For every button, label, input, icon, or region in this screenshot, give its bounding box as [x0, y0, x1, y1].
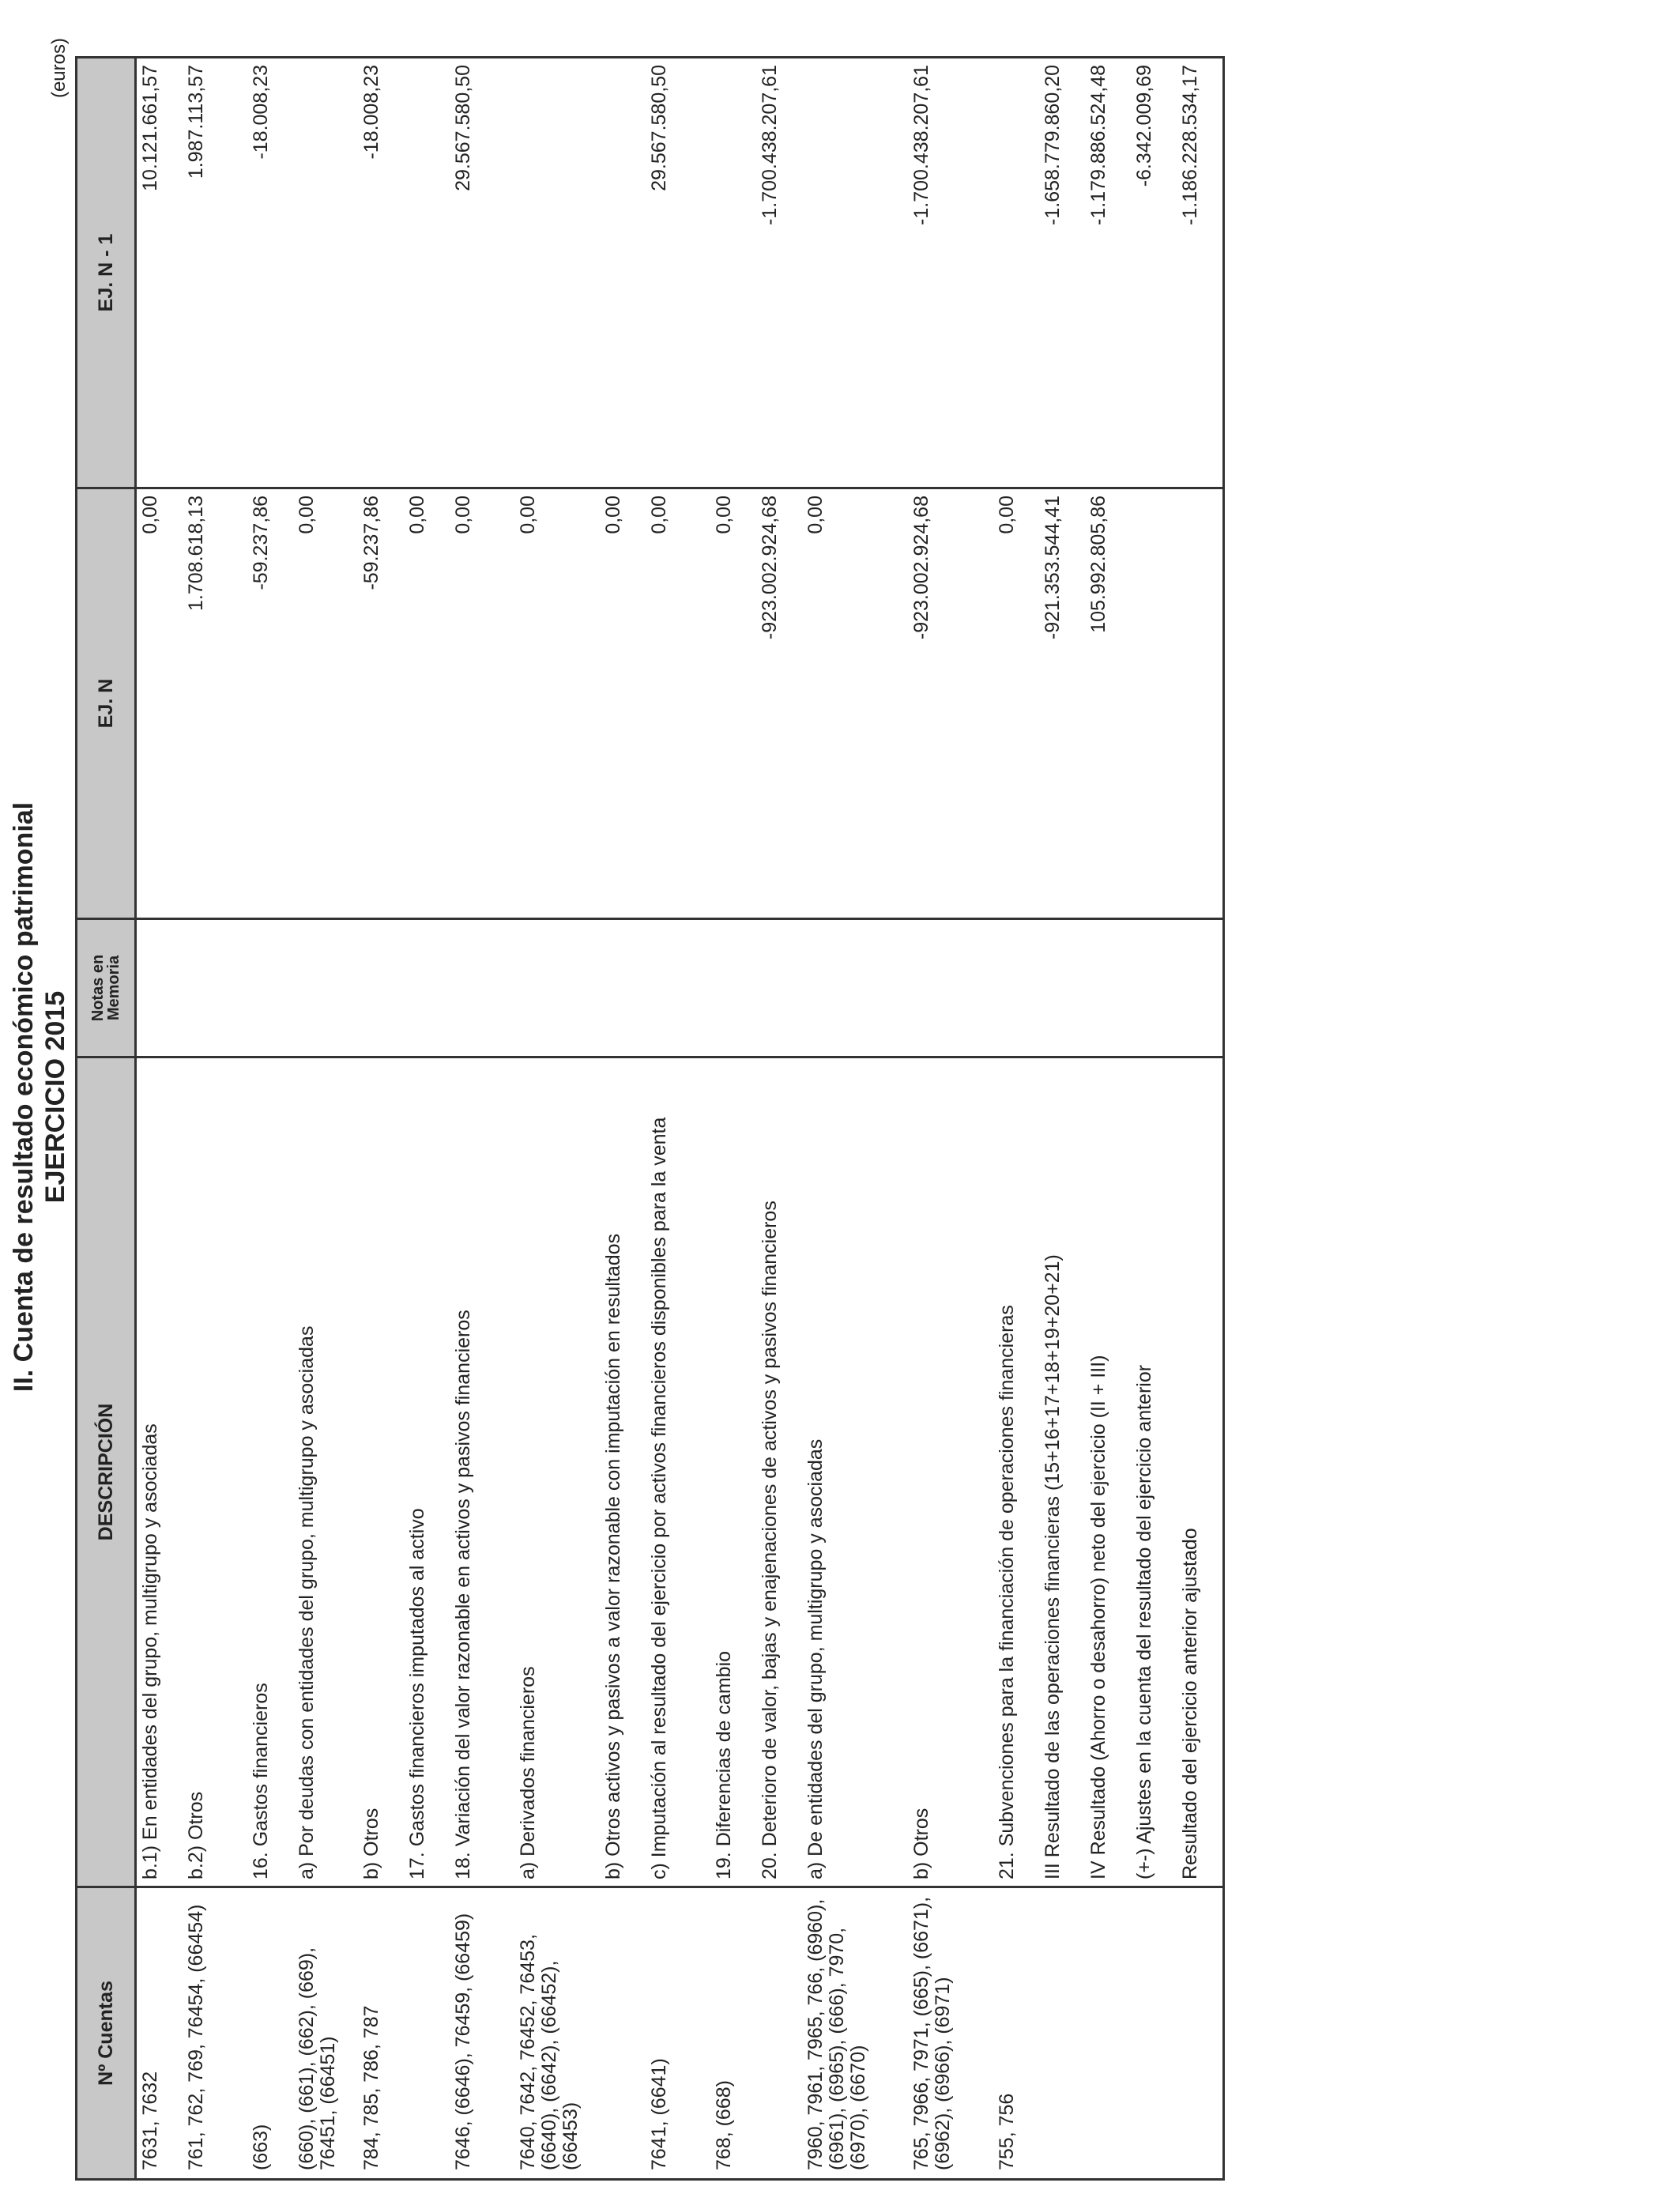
cell-descripcion: 17. Gastos financieros imputados al activo: [404, 1057, 450, 1887]
cell-ej-n1: -1.700.438.207,61: [908, 58, 993, 488]
cell-ej-n1: -1.179.886.524,48: [1085, 58, 1131, 488]
cell-descripcion: b) Otros: [908, 1057, 993, 1887]
table-row: [450, 58, 514, 2180]
cell-cuentas: 765, 7966, 7971, (665), (6671), (6962), (6966), (6971): [908, 1887, 993, 2180]
col-header-ej-n: EJ. N: [77, 488, 136, 919]
cell-cuentas: 7646, (6646), 76459, (66459): [450, 1887, 514, 2180]
cell-ej-n: 0,00: [514, 488, 600, 919]
cell-notas: [646, 919, 710, 1057]
cell-descripcion: 20. Deterioro de valor, bajas y enajenaciones de activos y pasivos financieros: [756, 1057, 802, 1887]
cell-notas: [993, 919, 1039, 1057]
cell-ej-n: -923.002.924,68: [756, 488, 802, 919]
cell-ej-n: 0,00: [802, 488, 908, 919]
cell-descripcion: b.2) Otros: [183, 1057, 247, 1887]
cell-ej-n: 0,00: [600, 488, 646, 919]
table-row: [136, 58, 183, 2180]
col-header-ej-n1: EJ. N - 1: [77, 58, 136, 488]
table-row: [802, 58, 908, 2180]
col-header-cuentas: Nº Cuentas: [77, 1887, 136, 2180]
cell-cuentas: 784, 785, 786, 787: [358, 1887, 404, 2180]
table-row: [514, 58, 600, 2180]
cell-cuentas: 768, (668): [710, 1887, 756, 2180]
cell-descripcion: a) Derivados financieros: [514, 1057, 600, 1887]
table-row: [993, 58, 1039, 2180]
cell-descripcion: Resultado del ejercicio anterior ajustado: [1177, 1057, 1224, 1887]
table-row: [1177, 58, 1224, 2180]
col-header-notas: Notas en Memoria: [77, 919, 136, 1057]
cell-notas: [136, 919, 183, 1057]
cell-cuentas: [404, 1887, 450, 2180]
cell-ej-n: [1131, 488, 1177, 919]
cell-ej-n: 0,00: [646, 488, 710, 919]
cell-descripcion: b) Otros: [358, 1057, 404, 1887]
table-row: [404, 58, 450, 2180]
page-title: II. Cuenta de resultado económico patrimonial: [9, 801, 39, 1393]
cell-notas: [183, 919, 247, 1057]
cell-descripcion: b.1) En entidades del grupo, multigrupo y asociadas: [136, 1057, 183, 1887]
cell-ej-n1: [514, 58, 600, 488]
cell-ej-n: -923.002.924,68: [908, 488, 993, 919]
cell-cuentas: [1039, 1887, 1085, 2180]
cell-ej-n1: 10.121.661,57: [136, 58, 183, 488]
cell-ej-n: -921.353.544,41: [1039, 488, 1085, 919]
cell-ej-n1: -6.342.009,69: [1131, 58, 1177, 488]
cell-descripcion: 19. Diferencias de cambio: [710, 1057, 756, 1887]
cell-ej-n: 0,00: [404, 488, 450, 919]
table-row: [183, 58, 247, 2180]
cell-cuentas: 7641, (6641): [646, 1887, 710, 2180]
table-row: [710, 58, 756, 2180]
cell-cuentas: (663): [247, 1887, 293, 2180]
units-label: (euros): [48, 38, 70, 99]
cell-notas: [293, 919, 358, 1057]
table-row: [646, 58, 710, 2180]
cell-cuentas: 7631, 7632: [136, 1887, 183, 2180]
cell-cuentas: (660), (661), (662), (669), 76451, (66451): [293, 1887, 358, 2180]
cell-notas: [756, 919, 802, 1057]
cell-notas: [710, 919, 756, 1057]
cell-cuentas: 7640, 7642, 76452, 76453, (6640), (6642), (66452), (66453): [514, 1887, 600, 2180]
cell-descripcion: IV Resultado (Ahorro o desahorro) neto del ejercicio (II + III): [1085, 1057, 1131, 1887]
cell-notas: [600, 919, 646, 1057]
cell-descripcion: 18. Variación del valor razonable en activos y pasivos financieros: [450, 1057, 514, 1887]
cell-notas: [1131, 919, 1177, 1057]
table-row: [756, 58, 802, 2180]
cell-ej-n: 0,00: [450, 488, 514, 919]
cell-notas: [1177, 919, 1224, 1057]
cell-notas: [1039, 919, 1085, 1057]
table-row: [1085, 58, 1131, 2180]
cell-notas: [908, 919, 993, 1057]
cell-ej-n: [1177, 488, 1224, 919]
cell-ej-n1: [993, 58, 1039, 488]
cell-notas: [1085, 919, 1131, 1057]
cell-cuentas: [1085, 1887, 1131, 2180]
cell-notas: [450, 919, 514, 1057]
cell-ej-n1: -1.186.228.534,17: [1177, 58, 1224, 488]
page-subtitle: EJERCICIO 2015: [40, 990, 70, 1204]
cell-ej-n1: -1.658.779.860,20: [1039, 58, 1085, 488]
table-header-row: [77, 58, 136, 2180]
cell-ej-n1: 29.567.580,50: [450, 58, 514, 488]
cell-ej-n1: [293, 58, 358, 488]
cell-cuentas: 755, 756: [993, 1887, 1039, 2180]
cell-ej-n: 0,00: [136, 488, 183, 919]
cell-cuentas: 7960, 7961, 7965, 766, (6960), (6961), (6965), (666), 7970, (6970), (6670): [802, 1887, 908, 2180]
cell-descripcion: b) Otros activos y pasivos a valor razonable con imputación en resultados: [600, 1057, 646, 1887]
cell-ej-n1: -1.700.438.207,61: [756, 58, 802, 488]
cell-descripcion: (+-) Ajustes en la cuenta del resultado del ejercicio anterior: [1131, 1057, 1177, 1887]
cell-ej-n: -59.237,86: [247, 488, 293, 919]
table-row: [600, 58, 646, 2180]
table-row: [358, 58, 404, 2180]
cell-descripcion: III Resultado de las operaciones financieras (15+16+17+18+19+20+21): [1039, 1057, 1085, 1887]
cell-ej-n: 105.992.805,86: [1085, 488, 1131, 919]
cell-ej-n: 1.708.618,13: [183, 488, 247, 919]
cell-cuentas: 761, 762, 769, 76454, (66454): [183, 1887, 247, 2180]
cell-notas: [802, 919, 908, 1057]
cell-ej-n: -59.237,86: [358, 488, 404, 919]
cell-notas: [404, 919, 450, 1057]
cell-ej-n1: -18.008,23: [358, 58, 404, 488]
cell-ej-n: 0,00: [993, 488, 1039, 919]
table-row: [1039, 58, 1085, 2180]
table-row: [247, 58, 293, 2180]
cell-ej-n1: [600, 58, 646, 488]
cell-cuentas: [1177, 1887, 1224, 2180]
cell-notas: [514, 919, 600, 1057]
cell-descripcion: a) Por deudas con entidades del grupo, multigrupo y asociadas: [293, 1057, 358, 1887]
col-header-descripcion: DESCRIPCIÓN: [77, 1057, 136, 1887]
table-row: [1131, 58, 1177, 2180]
cell-ej-n1: 1.987.113,57: [183, 58, 247, 488]
cell-ej-n1: [404, 58, 450, 488]
cell-descripcion: 21. Subvenciones para la financiación de operaciones financieras: [993, 1057, 1039, 1887]
cell-ej-n: 0,00: [710, 488, 756, 919]
cell-descripcion: a) De entidades del grupo, multigrupo y asociadas: [802, 1057, 908, 1887]
cell-cuentas: [756, 1887, 802, 2180]
cell-descripcion: c) Imputación al resultado del ejercicio por activos financieros disponibles para la venta: [646, 1057, 710, 1887]
table-body: [136, 58, 1224, 2180]
cell-ej-n: 0,00: [293, 488, 358, 919]
result-table: [75, 56, 1225, 2181]
cell-descripcion: 16. Gastos financieros: [247, 1057, 293, 1887]
table-row: [908, 58, 993, 2180]
cell-cuentas: [1131, 1887, 1177, 2180]
cell-ej-n1: [802, 58, 908, 488]
cell-ej-n1: [710, 58, 756, 488]
table-row: [293, 58, 358, 2180]
cell-ej-n1: -18.008,23: [247, 58, 293, 488]
cell-notas: [358, 919, 404, 1057]
cell-notas: [247, 919, 293, 1057]
cell-ej-n1: 29.567.580,50: [646, 58, 710, 488]
cell-cuentas: [600, 1887, 646, 2180]
